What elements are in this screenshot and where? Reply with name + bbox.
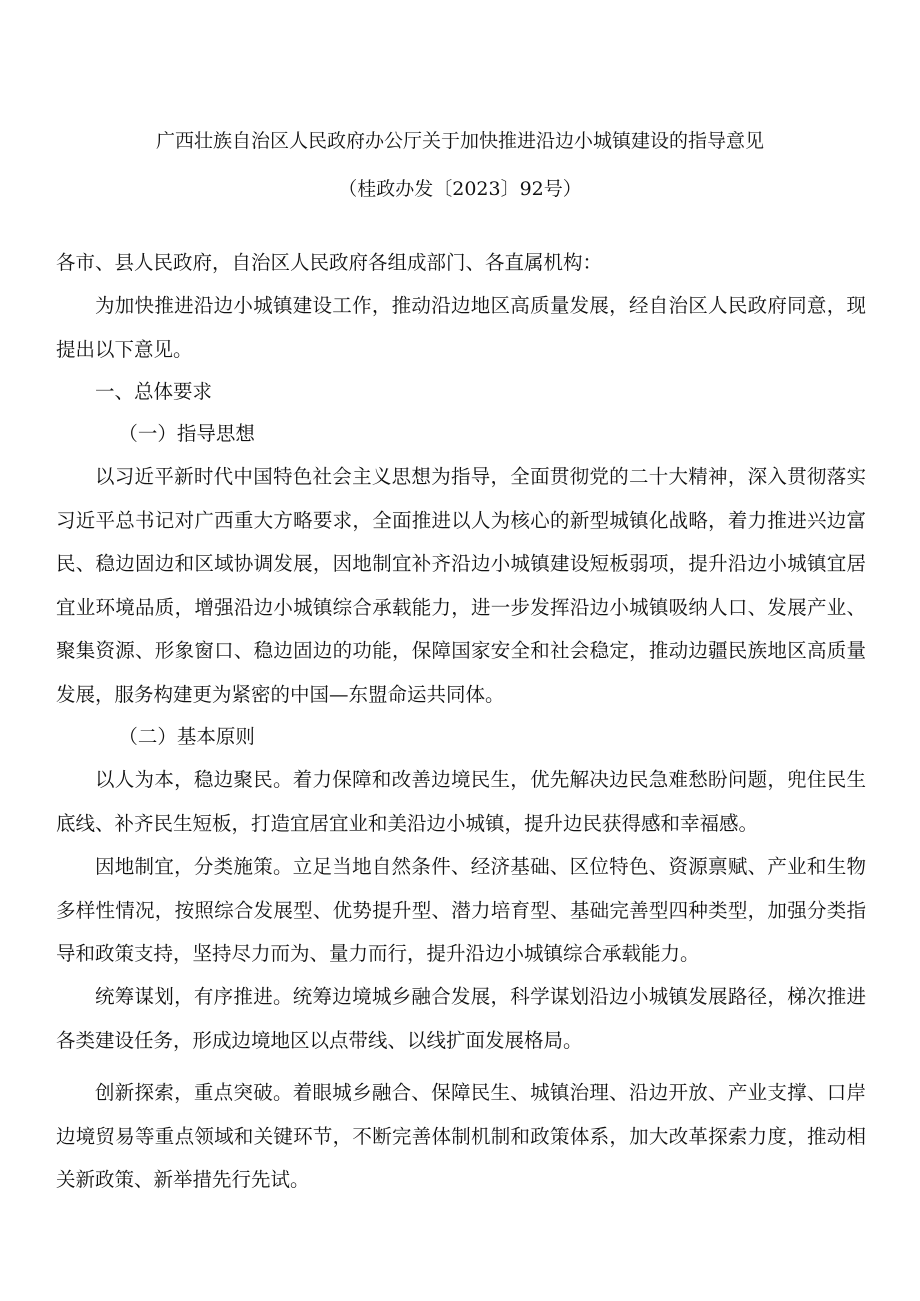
guiding-ideology-paragraph: 以习近平新时代中国特色社会主义思想为指导，全面贯彻党的二十大精神，深入贯彻落实习近平总书记对广西重大方略要求，全面推进以人为核心的新型城镇化战略，着力推进兴边富民、稳边固边和区域协调发展，因地制宜补齐沿边小城镇建设短板弱项，提升沿边小城镇宜居宜业环境品质，增强沿边小城镇综合承载能力，进一步发挥沿边小城镇吸纳人口、发展产业、聚集资源、形象窗口、稳边固边的功能，保障国家安全和社会稳定，推动边疆民族地区高质量发展，服务构建更为紧密的中国—东盟命运共同体。 bbox=[56, 465, 866, 706]
principle-paragraph-1: 以人为本，稳边聚民。着力保障和改善边境民生，优先解决边民急难愁盼问题，兜住民生底线、补齐民生短板，打造宜居宜业和美沿边小城镇，提升边民获得感和幸福感。 bbox=[56, 768, 866, 835]
document-number: （桂政办发〔2023〕92号） bbox=[338, 178, 582, 200]
salutation: 各市、县人民政府，自治区人民政府各组成部门、各直属机构： bbox=[56, 251, 603, 274]
principle-paragraph-4: 创新探索，重点突破。着眼城乡融合、保障民生、城镇治理、沿边开放、产业支撑、口岸边境贸易等重点领域和关键环节，不断完善体制机制和政策体系，加大改革探索力度，推动相关新政策、新举措先行先试。 bbox=[56, 1081, 866, 1191]
subheading-guiding-ideology: （一）指导思想 bbox=[118, 422, 255, 445]
principle-paragraph-2: 因地制宜，分类施策。立足当地自然条件、经济基础、区位特色、资源禀赋、产业和生物多样性情况，按照综合发展型、优势提升型、潜力培育型、基础完善型四种类型，加强分类指导和政策支持，坚持尽力而为、量力而行，提升沿边小城镇综合承载能力。 bbox=[56, 855, 866, 965]
intro-paragraph: 为加快推进沿边小城镇建设工作，推动沿边地区高质量发展，经自治区人民政府同意，现提出以下意见。 bbox=[56, 294, 866, 361]
principle-paragraph-3: 统筹谋划，有序推进。统筹边境城乡融合发展，科学谋划沿边小城镇发展路径，梯次推进各类建设任务，形成边境地区以点带线、以线扩面发展格局。 bbox=[56, 985, 866, 1052]
subheading-basic-principles: （二）基本原则 bbox=[118, 725, 255, 748]
document-title: 广西壮族自治区人民政府办公厅关于加快推进沿边小城镇建设的指导意见 bbox=[155, 130, 764, 152]
section-heading-general-requirements: 一、总体要求 bbox=[95, 380, 213, 403]
